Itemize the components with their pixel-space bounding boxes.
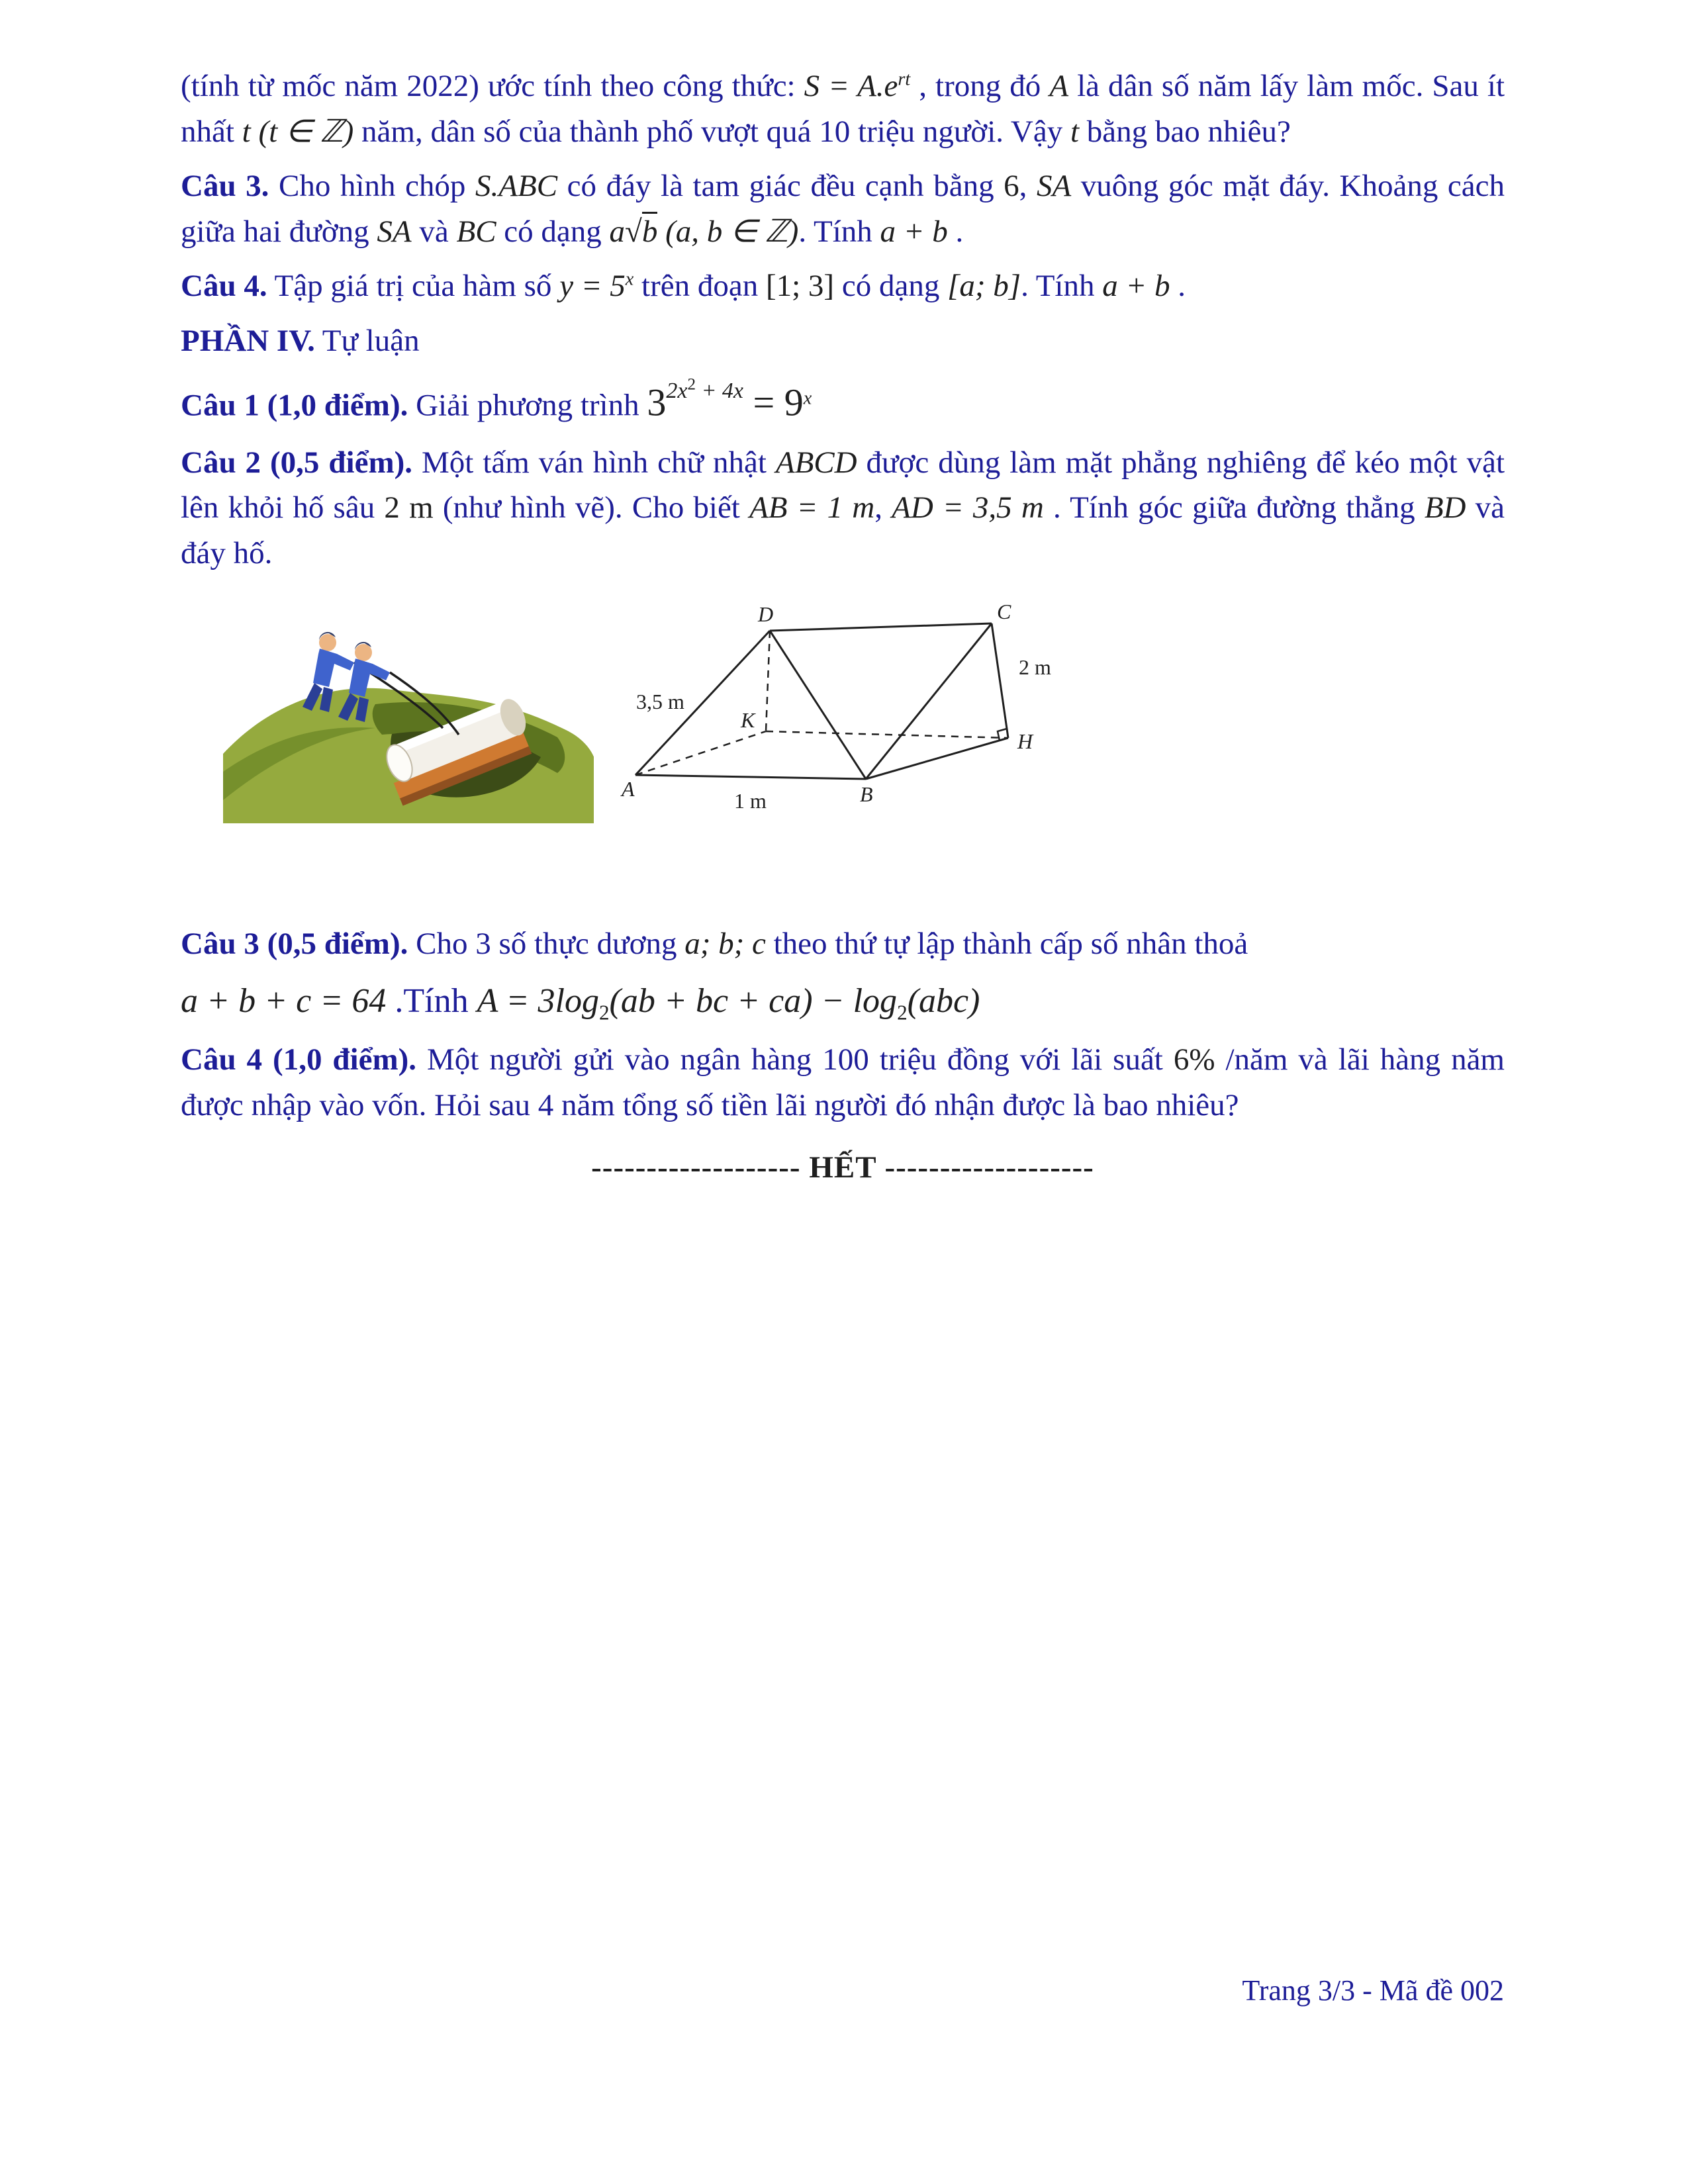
math-run: BD [1424,490,1466,525]
math-run: 6% [1173,1042,1215,1077]
math-run: a + b + c = 64 [181,982,387,1021]
point-label-a: A [622,777,635,801]
text-run: , [874,490,892,525]
math-run: SA [377,214,412,249]
text-run: Cho 3 số thực dương [408,927,685,962]
math-run: (t ∈ ℤ) [250,114,354,149]
math-subscript: 2 [598,1001,610,1024]
radical-sign: √ [625,214,642,249]
essay-question-2 [181,440,1505,576]
math-run: SA [1037,169,1072,204]
question-label: Câu 4. [181,269,267,304]
math-subscript: 2 [897,1001,908,1024]
math-run: [a; b] [947,269,1021,304]
point-label-c: C [997,602,1011,624]
math-exponent: rt [898,69,911,90]
math-exponent: 2x [666,378,688,403]
point-label-k: K [741,708,755,733]
text-run: có dạng [834,269,948,304]
essay-question-3 [181,921,1505,967]
math-run: S = A.e [804,69,898,103]
text-run: , trong đó [910,69,1050,103]
text-run: là dân số năm lấy làm mốc. Sau ít nhất [181,69,1505,149]
text-run: Tập giá trị của hàm số [267,269,560,304]
math-run: (abc) [907,982,980,1021]
math-run: a + b [880,214,948,249]
end-word: HẾT [809,1150,876,1185]
math-run: a [609,214,626,249]
math-run: a; b; c [684,927,766,962]
exam-content [181,64,1505,1200]
text-run: năm, dân số của thành phố vượt quá 10 triệu người. Vậy [353,114,1070,149]
math-run: AD = 3,5 m [892,490,1044,525]
geometry-diagram [618,602,1081,820]
math-run: BC [456,214,496,249]
text-run: . Tính [1021,269,1103,304]
text-run: Giải phương trình [408,387,647,422]
dash-run: ------------------- [591,1150,810,1185]
text-run: được dùng làm mặt phẳng nghiêng để kéo một vật lên khỏi hố sâu [181,445,1505,525]
math-run: t [1070,114,1080,149]
exponent-group [666,375,743,403]
math-run: ABCD [775,445,857,480]
radicand: b [642,212,658,249]
text-run: (như hình vẽ). Cho biết [433,490,750,525]
dim-label-ab: 1 m [734,789,767,813]
text-run: . [1170,269,1186,304]
text-run: , [1019,169,1037,204]
math-run: A = 3log [477,982,599,1021]
para-population-growth [181,64,1505,154]
text-run: có đáy là tam giác đều cạnh bằng [557,169,1004,204]
text-run: (tính từ mốc năm 2022) ước tính theo công thức: [181,69,804,103]
dash-run: ------------------- [876,1150,1094,1185]
section-part-iv [181,318,1505,364]
math-run: S.ABC [475,169,558,204]
dim-label-ch: 2 m [1019,655,1051,680]
text-run: bằng bao nhiêu? [1079,114,1291,149]
text-run: có dạng [496,214,610,249]
question-3-multichoice [181,163,1505,254]
text-run: /năm và lãi hàng năm được nhập vào vốn. Hỏi sau 4 năm tổng số tiền lãi người đó nhận được là bao nhiêu? [181,1042,1505,1122]
text-run: theo thứ tự lập thành cấp số nhân thoả [765,927,1248,962]
math-run: [1; 3] [765,269,835,304]
math-run: = 9 [743,380,804,424]
math-run: (a, b ∈ ℤ) [657,214,799,249]
math-run: AB = 1 m [749,490,875,525]
text-run: và [411,214,457,249]
text-run: .Tính [386,982,477,1021]
math-run: (ab + bc + ca) − log [609,982,898,1021]
math-exponent: + 4x [695,378,743,403]
math-run: 2 m [384,490,434,525]
illustration-workers-pulling [223,598,594,823]
question-label: Câu 2 (0,5 điểm). [181,445,413,480]
math-run: y = 5 [559,269,626,304]
question-4-multichoice [181,263,1505,309]
essay-question-1 [181,373,1505,431]
section-label: PHẦN IV. [181,324,315,359]
text-run: . Tính góc giữa đường thẳng [1043,490,1425,525]
question-label: Câu 3. [181,169,269,204]
point-label-d: D [758,602,774,627]
text-run: . [947,214,964,249]
figure-ramp [223,598,1505,823]
text-run: trên đoạn [633,269,766,304]
math-exponent-inner: 2 [687,375,696,394]
essay-question-3-formula [181,976,1505,1028]
math-run: A [1049,69,1069,103]
essay-question-4 [181,1037,1505,1128]
math-run: a + b [1102,269,1170,304]
question-label: Câu 3 (0,5 điểm). [181,927,408,962]
end-marker [181,1145,1505,1191]
section-title: Tự luận [314,324,420,359]
text-run: Cho hình chóp [269,169,476,204]
math-run: 6 [1004,169,1019,204]
text-run: vuông góc mặt đáy. Khoảng cách giữa hai đường [181,169,1505,249]
dim-label-ad: 3,5 m [636,690,684,714]
math-exponent: x [803,388,812,409]
question-label: Câu 4 (1,0 điểm). [181,1042,417,1077]
text-run: . Tính [798,214,880,249]
page-footer: Trang 3/3 - Mã đề 002 [1242,1974,1504,2007]
point-label-h: H [1017,729,1033,754]
text-run: Một người gửi vào ngân hàng 100 triệu đồng với lãi suất [416,1042,1174,1077]
question-label: Câu 1 (1,0 điểm). [181,387,408,422]
point-label-b: B [860,782,873,807]
math-run: t [242,114,251,149]
math-exponent: x [625,269,634,290]
math-base: 3 [647,380,667,424]
text-run: Một tấm ván hình chữ nhật [412,445,776,480]
text-run: và đáy hố. [181,490,1505,570]
